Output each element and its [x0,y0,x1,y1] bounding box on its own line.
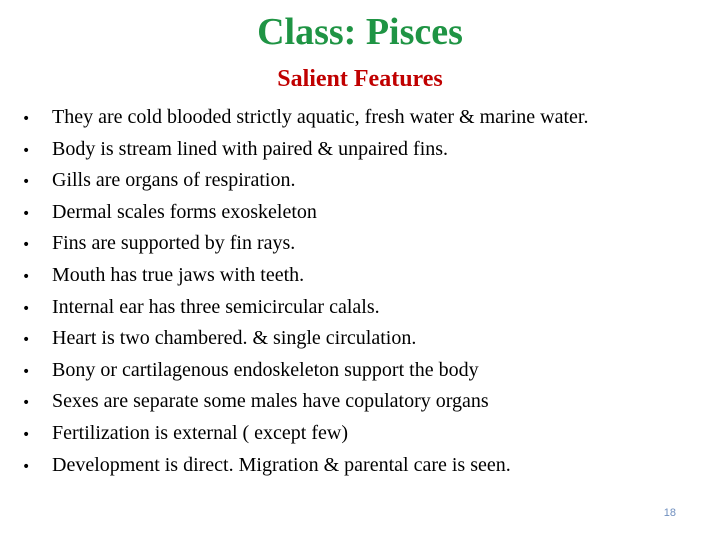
feature-text: Internal ear has three semicircular calals. [52,295,380,318]
list-item [22,165,712,197]
list-item [22,134,712,166]
bullet-icon: • [22,426,31,443]
list-item [22,292,712,324]
list-item [22,228,712,260]
feature-text: Gills are organs of respiration. [52,169,296,192]
slide-title: Class: Pisces [257,11,463,53]
slide-subtitle: Salient Features [277,66,443,92]
list-item [22,450,712,482]
bullet-icon: • [22,363,31,380]
bullet-icon: • [22,268,31,285]
list-item [22,102,712,134]
bullet-icon: • [22,205,31,222]
list-item [22,355,712,387]
feature-text: Fertilization is external ( except few) [52,421,348,444]
feature-text: Dermal scales forms exoskeleton [52,200,317,223]
feature-text: Sexes are separate some males have copulatory organs [52,390,489,413]
bullet-icon: • [22,300,31,317]
feature-text: Bony or cartilagenous endoskeleton support the body [52,358,479,381]
list-item [22,418,712,450]
bullet-icon: • [22,142,31,159]
list-item [22,260,712,292]
bullet-icon: • [22,332,31,349]
feature-text: They are cold blooded strictly aquatic, fresh water & marine water. [52,106,589,128]
features-list [22,102,712,481]
bullet-icon: • [22,237,31,254]
list-item [22,323,712,355]
feature-text: Body is stream lined with paired & unpaired fins. [52,137,449,160]
bullet-icon: • [22,395,31,412]
feature-text: Fins are supported by fin rays. [52,232,296,255]
bullet-icon: • [22,458,31,475]
list-item [22,197,712,229]
feature-text: Mouth has true jaws with teeth. [52,263,305,286]
feature-text: Heart is two chambered. & single circulation. [52,327,417,350]
bullet-icon: • [22,111,31,127]
page-number: 18 [663,507,676,519]
list-item [22,386,712,418]
bullet-icon: • [22,174,31,191]
feature-text: Development is direct. Migration & parental care is seen. [52,453,511,476]
